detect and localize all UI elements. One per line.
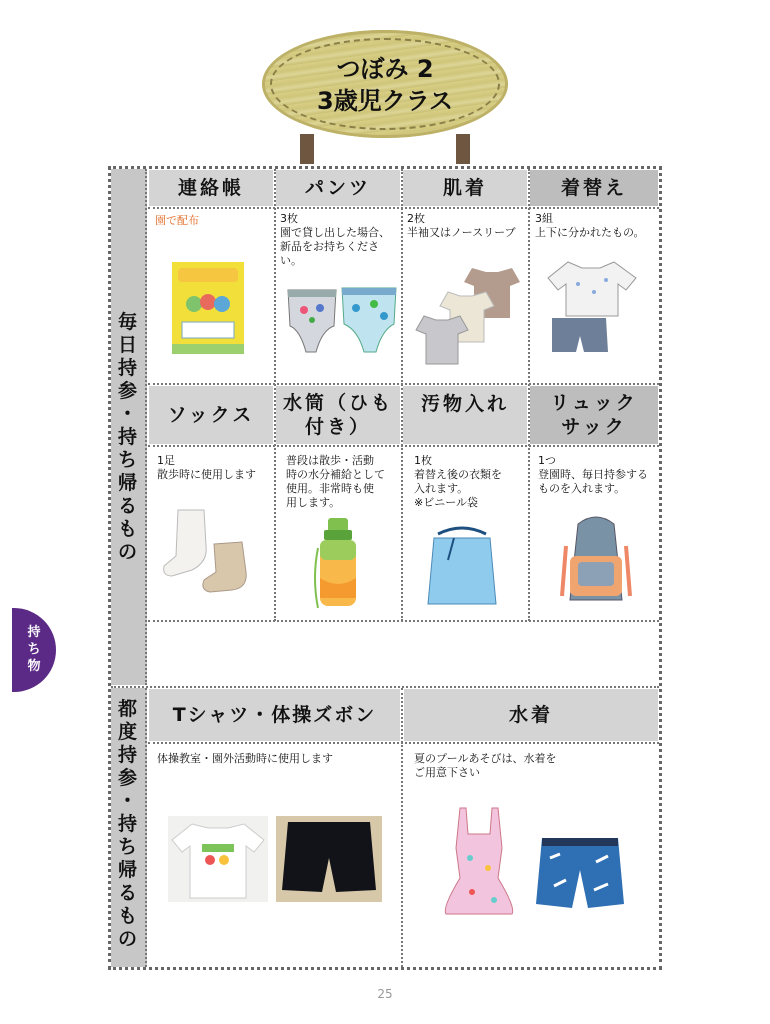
col-divider-3	[528, 169, 530, 621]
header-change-clothes: 着替え	[530, 170, 658, 206]
section-divider	[111, 686, 659, 688]
header-socks: ソックス	[149, 386, 273, 444]
desc-notebook: 園で配布	[155, 214, 199, 227]
section-tab-belongings[interactable]: 持 ち 物	[12, 608, 56, 692]
header-tshirt-shorts: Tシャツ・体操ズボン	[149, 689, 400, 741]
header-dirty-bag: 汚物入れ	[403, 386, 527, 444]
header-notebook: 連絡帳	[149, 170, 273, 206]
occasional-header-line	[148, 742, 659, 744]
desc-underpants: 3枚 園で貸し出した場合、 新品をお持ちくださ い。	[280, 212, 390, 267]
daily-section-band	[111, 169, 147, 685]
col-divider-2	[401, 169, 403, 621]
row2-top-line	[148, 383, 659, 385]
desc-change-clothes: 3組 上下に分かれたもの。	[535, 212, 645, 239]
desc-backpack: 1つ 登園時、毎日持参する ものを入れます。	[538, 454, 648, 495]
desc-socks: 1足 散歩時に使用します	[157, 454, 256, 481]
shorts-image	[276, 816, 382, 902]
header-undershirt: 肌着	[403, 170, 527, 206]
row2-header-line	[148, 445, 659, 447]
water-bottle-image	[316, 518, 360, 610]
desc-swimwear: 夏のプールあそびは、水着を ご用意下さい	[414, 752, 557, 779]
daily-section-label: 毎 日 持 参 ・ 持 ち 帰 る も の	[117, 311, 138, 563]
row2-bottom-line	[148, 620, 659, 622]
header-swimwear: 水着	[404, 689, 658, 741]
col-divider-1	[274, 169, 276, 621]
page-number: 25	[377, 987, 393, 1001]
sign-class: 3歳児クラス	[317, 87, 453, 115]
swimsuit-image	[442, 808, 516, 916]
row1-header-line	[148, 207, 659, 209]
occasional-section-label: 都 度 持 参 ・ 持 ち 帰 る も の	[117, 698, 138, 950]
swim-trunks-image	[536, 834, 624, 914]
undershirts-image	[416, 268, 520, 364]
desc-undershirt: 2枚 半袖又はノースリーブ	[407, 212, 516, 239]
header-water-bottle: 水筒（ひも 付き）	[276, 386, 400, 444]
header-backpack: リュック サック	[530, 386, 658, 444]
class-sign	[262, 30, 508, 164]
desc-tshirt-shorts: 体操教室・園外活動時に使用します	[157, 752, 333, 765]
header-underpants: パンツ	[276, 170, 400, 206]
change-clothes-image	[548, 262, 636, 354]
drawstring-bag-image	[424, 524, 500, 606]
backpack-image	[560, 516, 632, 608]
sign-post-left	[300, 134, 314, 164]
socks-image	[162, 510, 268, 592]
underpants-image	[286, 286, 398, 356]
tshirt-image	[168, 816, 268, 902]
desc-dirty-bag: 1枚 着替え後の衣類を 入れます。 ※ビニール袋	[414, 454, 502, 509]
col-divider-occasional	[401, 688, 403, 967]
sign-post-right	[456, 134, 470, 164]
desc-water-bottle: 普段は散歩・活動 時の水分補給として 使用。非常時も使 用します。	[286, 454, 385, 509]
sign-board	[262, 30, 508, 138]
sign-title: つぼみ 2	[336, 55, 434, 83]
occasional-section-band	[111, 688, 147, 967]
notebook-image	[172, 262, 244, 354]
